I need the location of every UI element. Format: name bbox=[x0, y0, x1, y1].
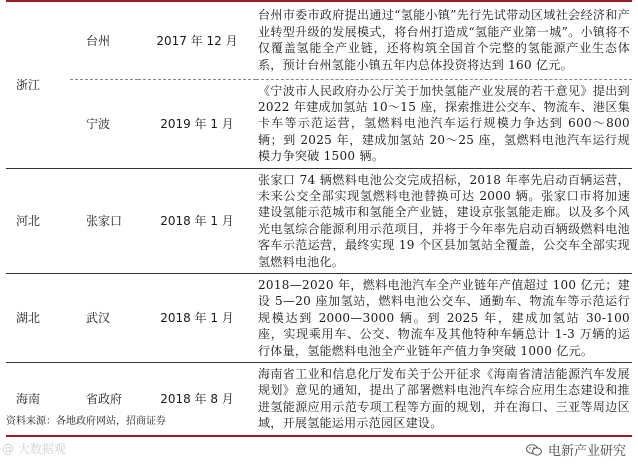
policy-table bbox=[6, 2, 632, 437]
date-cell: 2018 年 1 月 bbox=[138, 168, 256, 273]
date-cell: 2017 年 12 月 bbox=[138, 2, 256, 79]
date-cell: 2018 年 1 月 bbox=[138, 273, 256, 362]
description-cell: 台州市委市政府提出通过“氢能小镇”先行先试带动区域社会经济和产业转型升级的发展模式，将台州打造成“氢能产业第一城”。小镇将不仅覆盖氢能全产业链，还将构筑全国首个完整的氢能源产业生态体系，预计台州氢能小镇五年内总体投资将达到 160 亿元。 bbox=[256, 2, 632, 79]
city-cell: 张家口 bbox=[70, 168, 138, 273]
description-cell: 张家口 74 辆燃料电池公交完成招标，2018 年率先启动百辆运营，未来公交全部实现氢燃料电池替换可达 2000 辆。张家口市将加速建设氢能示范城市和氢能全产业链，建设京张氢能走廊。以及多个风光电氢综合能源利用示范项目，并将于今年率先启动百辆级燃料电池客车示范运营，最终实现 19 个区县加氢站全覆盖，公交车全部实现氢燃料电池化。 bbox=[256, 168, 632, 273]
city-cell: 宁波 bbox=[70, 79, 138, 168]
source-note: 资料来源：各地政府网站，招商证券 bbox=[6, 416, 166, 427]
date-cell: 2018 年 8 月 bbox=[138, 363, 256, 436]
description-cell: 海南省工业和信息化厅发布关于公开征求《海南省清洁能源汽车发展规划》意见的通知，提出了部署燃料电池汽车综合应用生态建设和推进氢能源应用示范专项工程等方面的规划，并在海口、三亚等周边区域，开展氢能运用示范园区建设。 bbox=[256, 363, 632, 436]
city-cell: 武汉 bbox=[70, 273, 138, 362]
province-cell: 河北 bbox=[6, 168, 70, 273]
watermark-text: 电新产业研究 bbox=[547, 444, 626, 459]
city-cell: 省政府 bbox=[70, 363, 138, 436]
watermark-right bbox=[526, 440, 626, 459]
description-cell: 《宁波市人民政府办公厅关于加快氢能产业发展的若干意见》提出到 2022 年建成加氢站 10～15 座，探索推进公交车、物流车、港区集卡车等示范运营，氢燃料电池汽车运行规模力争达到 600～800 辆；到 2025 年，建成加氢站 20～25 座，氢燃料电池汽车运行规模力争突破 1500 辆。 bbox=[256, 79, 632, 168]
table-row bbox=[6, 273, 632, 362]
wechat-icon bbox=[526, 444, 542, 456]
city-cell: 台州 bbox=[70, 2, 138, 79]
table-row bbox=[6, 168, 632, 273]
province-cell: 海南 bbox=[6, 363, 70, 436]
table-row bbox=[6, 79, 632, 168]
province-cell: 湖北 bbox=[6, 273, 70, 362]
description-cell: 2018—2020 年，燃料电池汽车全产业链年产值超过 100 亿元；建设 5—20 座加氢站，燃料电池公交车、通勤车、物流车等示范运行规模达到 2000—3000 辆。到 2025 年，建成加氢站 30-100 座，实现乘用车、公交、物流车及其他特种车辆总计 1-3 万辆的运行体量，氢能燃料电池全产业链年产值力争突破 1000 亿元。 bbox=[256, 273, 632, 362]
watermark-left: @ 大数据观 bbox=[2, 442, 66, 456]
province-cell: 浙江 bbox=[6, 2, 70, 168]
table-row bbox=[6, 2, 632, 79]
date-cell: 2019 年 1 月 bbox=[138, 79, 256, 168]
